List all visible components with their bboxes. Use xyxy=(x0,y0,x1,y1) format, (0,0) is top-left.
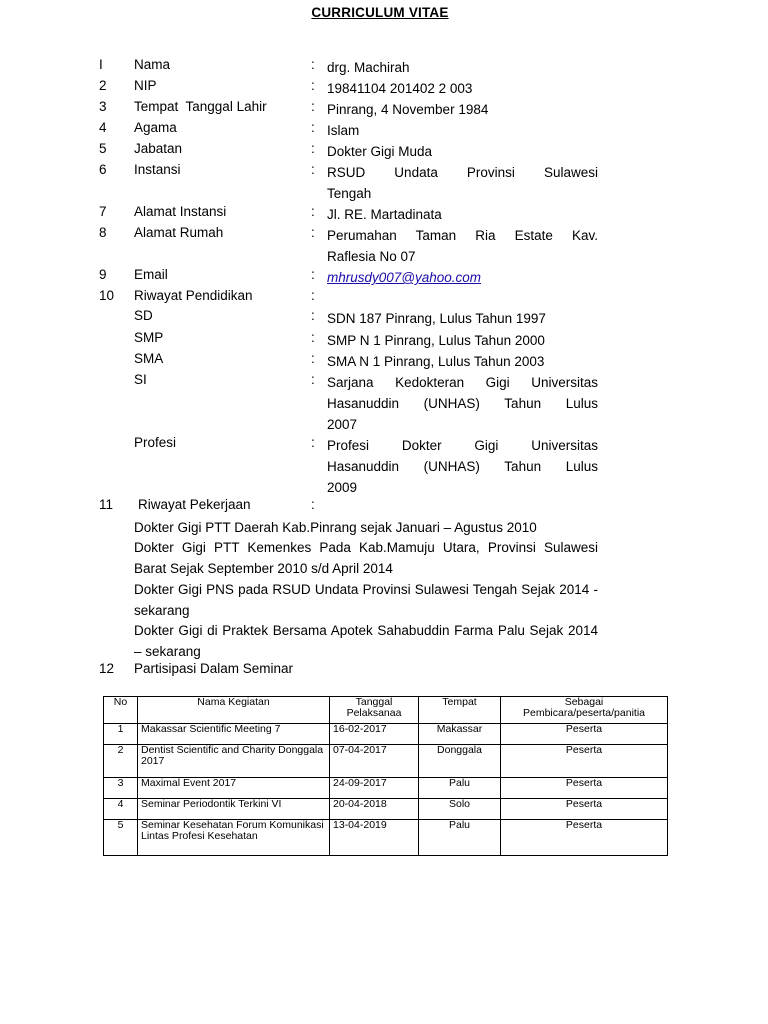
header-tempat: Tempat xyxy=(419,697,501,724)
field-colon: : xyxy=(311,204,315,219)
cell-nama: Dentist Scientific and Charity Donggala 2017 xyxy=(138,745,330,778)
field-colon: : xyxy=(311,120,315,135)
field-number: 2 xyxy=(99,78,107,93)
cell-no: 2 xyxy=(104,745,138,778)
cell-sebagai: Peserta xyxy=(501,724,668,745)
field-number: 10 xyxy=(99,288,115,303)
education-level: SMP xyxy=(134,330,164,345)
education-value-line: Profesi Dokter Gigi Universitas xyxy=(327,438,598,453)
education-value-line: Hasanuddin (UNHAS) Tahun Lulus xyxy=(327,459,598,474)
cell-sebagai: Peserta xyxy=(501,745,668,778)
field-label: NIP xyxy=(134,78,157,93)
cell-tanggal: 16-02-2017 xyxy=(330,724,419,745)
field-value: drg. Machirah xyxy=(327,60,410,75)
table-row xyxy=(104,799,668,820)
education-level: SI xyxy=(134,372,147,387)
education-value: SMP N 1 Pinrang, Lulus Tahun 2000 xyxy=(327,333,545,348)
field-value-line: Tengah xyxy=(327,186,372,201)
field-colon: : xyxy=(311,99,315,114)
cell-sebagai: Peserta xyxy=(501,778,668,799)
field-label: Riwayat Pekerjaan xyxy=(138,497,251,512)
header-nama-kegiatan: Nama Kegiatan xyxy=(138,697,330,724)
field-number: 11 xyxy=(99,497,114,512)
field-label: Tempat Tanggal Lahir xyxy=(134,99,267,114)
field-number: 4 xyxy=(99,120,107,135)
field-value: 19841104 201402 2 003 xyxy=(327,81,473,96)
field-colon: : xyxy=(311,372,315,387)
cell-no: 5 xyxy=(104,820,138,856)
education-level: Profesi xyxy=(134,435,177,450)
cell-tanggal: 13-04-2019 xyxy=(330,820,419,856)
field-label: Alamat Instansi xyxy=(134,204,227,219)
education-value-line: 2009 xyxy=(327,480,358,495)
header-no: No xyxy=(104,697,138,724)
field-label: Riwayat Pendidikan xyxy=(134,288,253,303)
field-value-line: Perumahan Taman Ria Estate Kav. xyxy=(327,228,598,243)
education-value: SMA N 1 Pinrang, Lulus Tahun 2003 xyxy=(327,354,545,369)
field-value: Pinrang, 4 November 1984 xyxy=(327,102,489,117)
cell-no: 1 xyxy=(104,724,138,745)
cell-tempat: Solo xyxy=(419,799,501,820)
table-row xyxy=(104,745,668,778)
field-value-line: Raflesia No 07 xyxy=(327,249,416,264)
field-label: Agama xyxy=(134,120,177,135)
field-value: Jl. RE. Martadinata xyxy=(327,207,442,222)
field-colon: : xyxy=(311,141,315,156)
work-item: Dokter Gigi PTT Daerah Kab.Pinrang sejak Januari – Agustus 2010 xyxy=(134,520,537,535)
cell-sebagai: Peserta xyxy=(501,799,668,820)
cell-sebagai: Peserta xyxy=(501,820,668,856)
header-sebagai: Sebagai Pembicara/peserta/panitia xyxy=(501,697,668,724)
cell-nama: Seminar Periodontik Terkini VI xyxy=(138,799,330,820)
work-item: Dokter Gigi PTT Kemenkes Pada Kab.Mamuju Utara, Provinsi Sulawesi Barat Sejak September 2010 s/d April 2014 xyxy=(134,540,598,576)
cell-nama: Seminar Kesehatan Forum Komunikasi Lintas Profesi Kesehatan xyxy=(138,820,330,856)
field-colon: : xyxy=(311,308,315,323)
cell-no: 4 xyxy=(104,799,138,820)
field-number: I xyxy=(99,57,103,72)
field-number: 9 xyxy=(99,267,107,282)
field-colon: : xyxy=(311,267,315,282)
field-value: Islam xyxy=(327,123,360,138)
education-value-line: Sarjana Kedokteran Gigi Universitas xyxy=(327,375,598,390)
seminar-table xyxy=(103,696,668,856)
field-label: Nama xyxy=(134,57,171,72)
cell-nama: Maximal Event 2017 xyxy=(138,778,330,799)
field-colon: : xyxy=(311,351,315,366)
header-tanggal: Tanggal Pelaksanaa xyxy=(330,697,419,724)
education-value-line: Hasanuddin (UNHAS) Tahun Lulus xyxy=(327,396,598,411)
field-label: Alamat Rumah xyxy=(134,225,224,240)
cell-tempat: Makassar xyxy=(419,724,501,745)
field-number: 5 xyxy=(99,141,107,156)
document-title: CURRICULUM VITAE xyxy=(311,5,449,20)
cell-tempat: Palu xyxy=(419,820,501,856)
cell-tanggal: 07-04-2017 xyxy=(330,745,419,778)
work-item: Dokter Gigi di Praktek Bersama Apotek Sahabuddin Farma Palu Sejak 2014 – sekarang xyxy=(134,623,598,659)
field-colon: : xyxy=(311,497,315,512)
field-colon: : xyxy=(311,225,315,240)
cell-tempat: Palu xyxy=(419,778,501,799)
education-level: SMA xyxy=(134,351,164,366)
work-item: Dokter Gigi PNS pada RSUD Undata Provinsi Sulawesi Tengah Sejak 2014 - sekarang xyxy=(134,582,598,618)
field-label: Jabatan xyxy=(134,141,183,156)
field-number: 8 xyxy=(99,225,107,240)
table-row xyxy=(104,778,668,799)
field-number: 6 xyxy=(99,162,107,177)
field-colon: : xyxy=(311,435,315,450)
cell-nama: Makassar Scientific Meeting 7 xyxy=(138,724,330,745)
field-colon: : xyxy=(311,57,315,72)
field-label: Email xyxy=(134,267,168,282)
field-number: 7 xyxy=(99,204,107,219)
cell-tanggal: 20-04-2018 xyxy=(330,799,419,820)
education-level: SD xyxy=(134,308,153,323)
cell-tempat: Donggala xyxy=(419,745,501,778)
field-number: 3 xyxy=(99,99,107,114)
field-colon: : xyxy=(311,330,315,345)
education-value: SDN 187 Pinrang, Lulus Tahun 1997 xyxy=(327,311,546,326)
education-value-line: 2007 xyxy=(327,417,358,432)
cell-tanggal: 24-09-2017 xyxy=(330,778,419,799)
table-row xyxy=(104,724,668,745)
field-value-line: RSUD Undata Provinsi Sulawesi xyxy=(327,165,598,180)
field-colon: : xyxy=(311,78,315,93)
table-row xyxy=(104,820,668,856)
field-colon: : xyxy=(311,162,315,177)
field-value: Dokter Gigi Muda xyxy=(327,144,433,159)
cell-no: 3 xyxy=(104,778,138,799)
field-colon: : xyxy=(311,288,315,303)
field-number: 12 xyxy=(99,661,115,676)
field-label: Partisipasi Dalam Seminar xyxy=(134,661,294,676)
table-header-row xyxy=(104,697,668,724)
field-label: Instansi xyxy=(134,162,181,177)
email-link[interactable]: mhrusdy007@yahoo.com xyxy=(327,270,482,285)
